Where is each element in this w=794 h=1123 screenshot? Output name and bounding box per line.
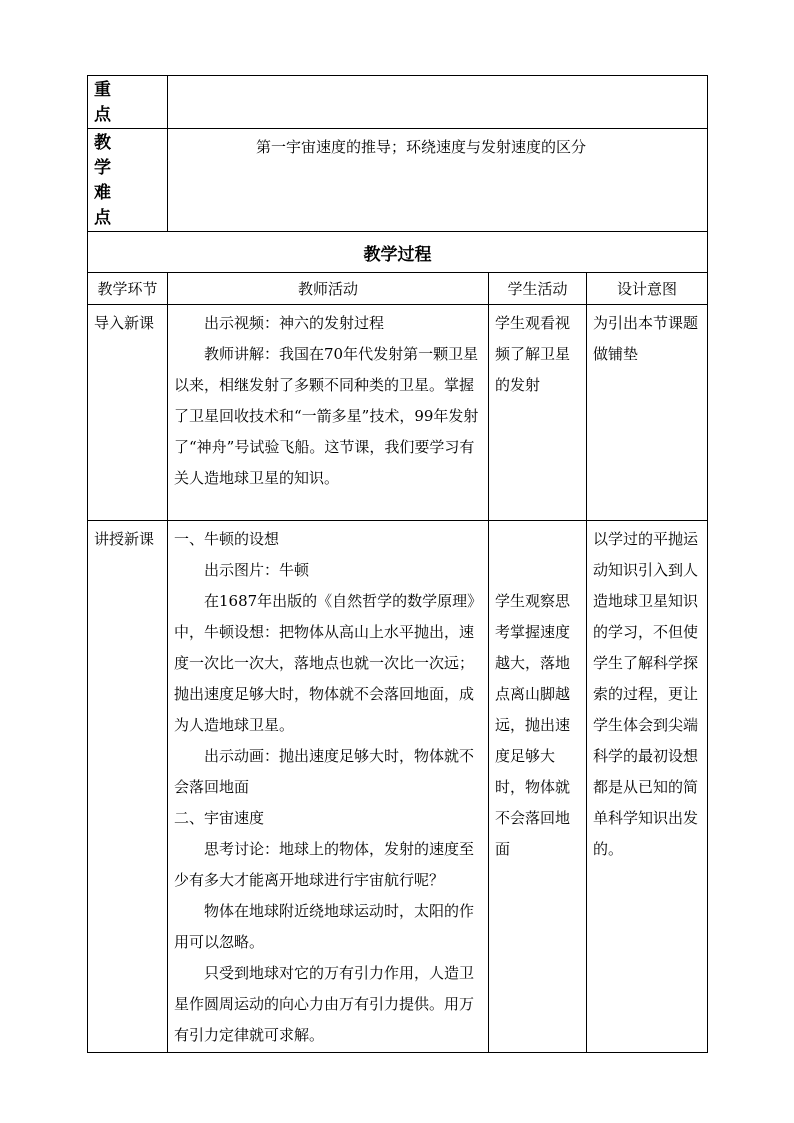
difficulty-label: 教 学 难 点 [88, 129, 168, 232]
teacher-paragraph: 只受到地球对它的万有引力作用，人造卫星作圆周运动的向心力由万有引力提供。用万有引力定律就可求解。 [174, 964, 475, 1044]
difficulty-row [88, 129, 708, 232]
teacher-paragraph: 二、宇宙速度 [174, 809, 265, 827]
teacher-paragraph: 思考讨论：地球上的物体，发射的速度至少有多大才能离开地球进行宇宙航行呢？ [174, 840, 475, 889]
teacher-paragraph: 出示图片：牛顿 [204, 561, 310, 579]
stage-cell: 导入新课 [88, 305, 168, 521]
student-text: 学生观察思考掌握速度越大，落地点离山脚越远，抛出速度足够大时，物体就不会落回地面 [495, 592, 571, 858]
key-points-row [88, 76, 708, 129]
teacher-paragraph: 出示视频：神六的发射过程 [204, 314, 385, 332]
header-row [88, 273, 708, 305]
intent-cell: 为引出本节课题做铺垫 [587, 305, 708, 521]
teacher-paragraph: 物体在地球附近绕地球运动时，太阳的作用可以忽略。 [174, 902, 475, 951]
key-points-content [168, 76, 708, 129]
process-title: 教学过程 [88, 232, 708, 273]
lesson-plan-table [87, 75, 708, 1053]
header-student: 学生活动 [489, 273, 587, 305]
student-cell: 学生观看视频了解卫星的发射 [489, 305, 587, 521]
header-teacher: 教师活动 [168, 273, 489, 305]
process-title-row [88, 232, 708, 273]
teacher-paragraph: 教师讲解：我国在70年代发射第一颗卫星以来，相继发射了多颗不同种类的卫星。掌握了卫星回收技术和“一箭多星”技术，99年发射了“神舟”号试验飞船。这节课，我们要学习有关人造地球卫星的知识。 [174, 345, 479, 487]
stage-cell: 讲授新课 [88, 521, 168, 1053]
header-stage: 教学环节 [88, 273, 168, 305]
student-cell [489, 521, 587, 1053]
teacher-paragraph: 在1687年出版的《自然哲学的数学原理》中，牛顿设想：把物体从高山上水平抛出，速度一次比一次大，落地点也就一次比一次远；抛出速度足够大时，物体就不会落回地面，成为人造地球卫星。 [174, 592, 475, 734]
table-row [88, 305, 708, 521]
key-points-label: 重 点 [88, 76, 168, 129]
header-intent: 设计意图 [587, 273, 708, 305]
teacher-paragraph: 一、牛顿的设想 [174, 530, 280, 548]
table-row [88, 521, 708, 1053]
difficulty-content: 第一宇宙速度的推导；环绕速度与发射速度的区分 [168, 129, 708, 232]
teacher-cell [168, 305, 489, 521]
intent-cell: 以学过的平抛运动知识引入到人造地球卫星知识的学习，不但使学生了解科学探索的过程，更让学生体会到尖端科学的最初设想都是从已知的简单科学知识出发的。 [587, 521, 708, 1053]
teacher-cell [168, 521, 489, 1053]
teacher-paragraph: 出示动画：抛出速度足够大时，物体就不会落回地面 [174, 747, 475, 796]
